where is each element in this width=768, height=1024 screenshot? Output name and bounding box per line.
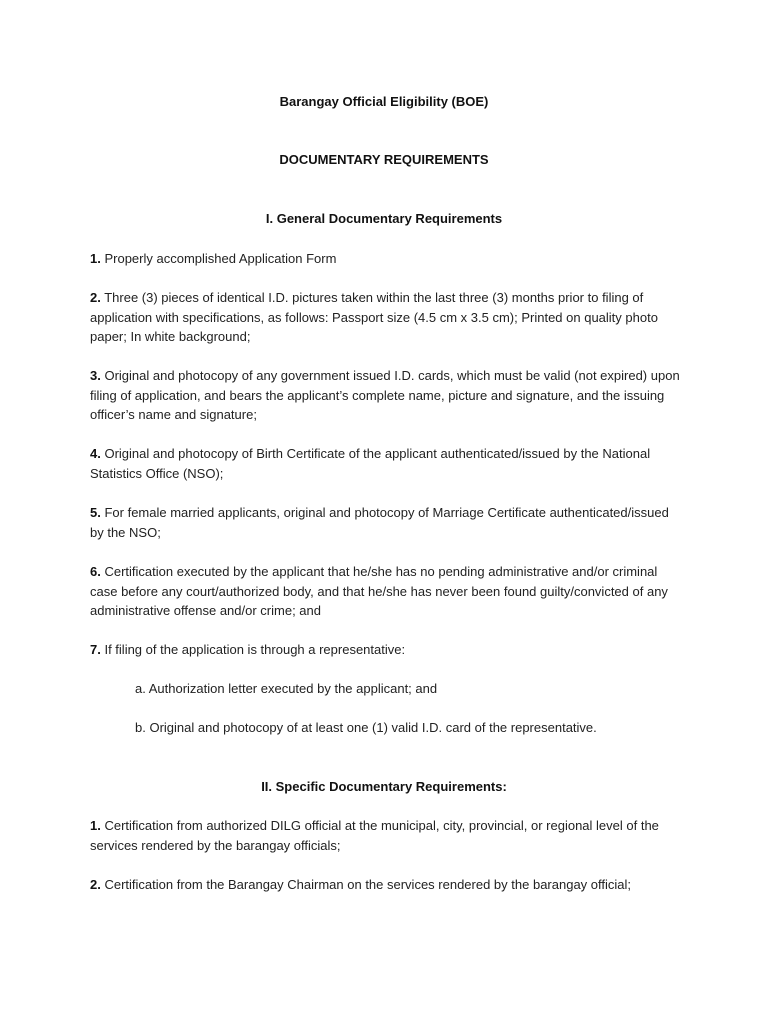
item-number: 1.: [90, 251, 101, 266]
item-text: If filing of the application is through a representative:: [104, 642, 406, 657]
document-subtitle: DOCUMENTARY REQUIREMENTS: [279, 152, 489, 167]
document-title: Barangay Official Eligibility (BOE): [279, 94, 489, 109]
specific-requirement-item-1: [90, 816, 680, 855]
requirement-item-1: [90, 249, 680, 269]
item-number: 3.: [90, 368, 101, 383]
requirement-item-4: [90, 444, 680, 483]
item-number: 2.: [90, 877, 101, 892]
item-text: Three (3) pieces of identical I.D. pictures taken within the last three (3) months prior to filing of application with specifications, as follows: Passport size (4.5 cm x 3.5 cm); Printed on quality photo paper; In white background;: [90, 290, 658, 345]
item-text: Certification executed by the applicant that he/she has no pending administrative and/or criminal case before any court/authorized body, and that he/she has never been found guilty/convicted of any administrative offense and/or crime; and: [90, 564, 668, 619]
item-text: Original and photocopy of any government issued I.D. cards, which must be valid (not expired) upon filing of application, and bears the applicant’s complete name, picture and signature, and the issuing officer’s name and signature;: [90, 368, 680, 423]
specific-requirement-item-2: [90, 875, 680, 895]
item-text: For female married applicants, original and photocopy of Marriage Certificate authenticated/issued by the NSO;: [90, 505, 669, 540]
sub-item-b: b. Original and photocopy of at least one (1) valid I.D. card of the representative.: [135, 720, 597, 735]
requirement-item-3: [90, 366, 680, 425]
item-text: Original and photocopy of Birth Certificate of the applicant authenticated/issued by the National Statistics Office (NSO);: [90, 446, 651, 481]
requirement-item-5: [90, 503, 680, 542]
sub-item-a: a. Authorization letter executed by the applicant; and: [135, 681, 438, 696]
item-text: Certification from the Barangay Chairman on the services rendered by the barangay official;: [104, 877, 632, 892]
requirement-item-7: [90, 640, 680, 660]
item-number: 7.: [90, 642, 101, 657]
item-number: 4.: [90, 446, 101, 461]
item-number: 6.: [90, 564, 101, 579]
item-number: 1.: [90, 818, 101, 833]
requirement-item-6: [90, 562, 680, 621]
item-text: Properly accomplished Application Form: [104, 251, 337, 266]
section-2-heading: II. Specific Documentary Requirements:: [261, 779, 507, 794]
item-number: 2.: [90, 290, 101, 305]
requirement-item-2: [90, 288, 680, 347]
section-1-heading: I. General Documentary Requirements: [265, 211, 503, 226]
item-text: Certification from authorized DILG official at the municipal, city, provincial, or regional level of the services rendered by the barangay officials;: [90, 818, 659, 853]
item-number: 5.: [90, 505, 101, 520]
